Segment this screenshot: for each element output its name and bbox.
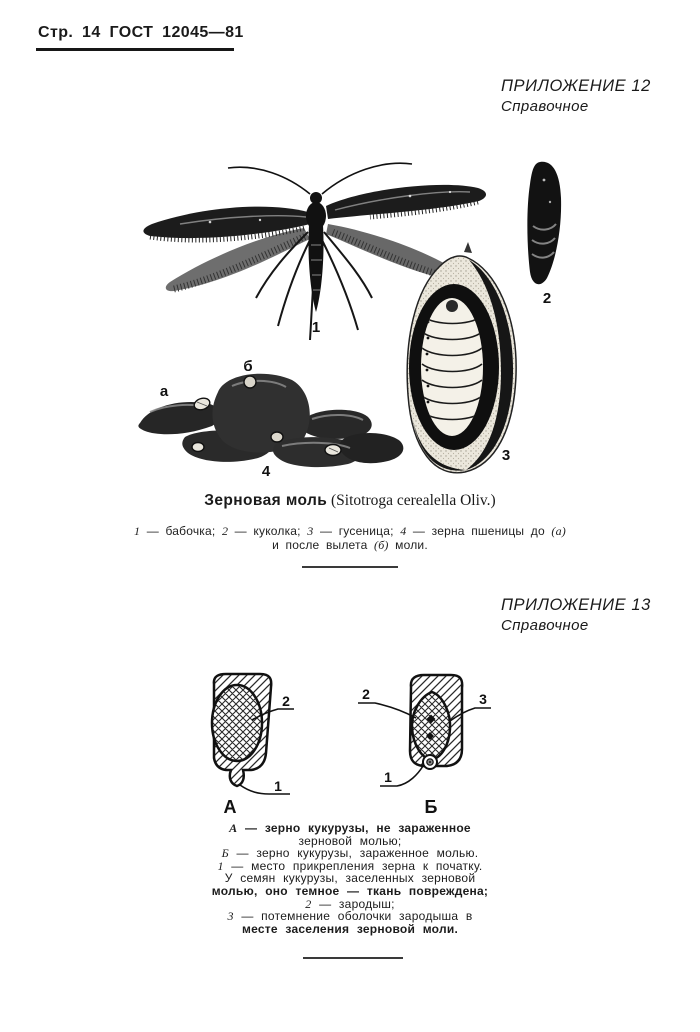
note-text: зерновой молью;: [298, 833, 402, 848]
header-underline: [36, 48, 234, 51]
fig2-label-b-darkening: 3: [479, 691, 487, 707]
kernel-b-leader-2: [358, 703, 416, 718]
note-prefix: А: [229, 821, 238, 835]
appendix12-subtitle: Справочное: [501, 98, 589, 115]
wheat-grains-illustration: [138, 358, 403, 480]
note-text: У семян кукурузы, заселенных зерновой: [224, 871, 476, 886]
note-prefix: Б: [221, 846, 229, 861]
note-text: молью, оно темное — ткань повреждена;: [211, 883, 489, 898]
legend-text: — куколка;: [228, 524, 308, 538]
note-text: — зародыш;: [311, 896, 395, 911]
legend-num: 1: [134, 524, 141, 538]
fig2-label-a-embryo: 2: [282, 693, 290, 709]
appendix12-heading: [501, 77, 666, 115]
legend-text: моли.: [388, 538, 428, 552]
appendix12-title: ПРИЛОЖЕНИЕ 12: [501, 77, 651, 95]
legend-num: 3: [307, 524, 314, 538]
figure1-legend-line1: [0, 524, 700, 538]
figure1-grain-moth-plate: [120, 140, 590, 490]
fig2-label-a-attach: 1: [274, 778, 282, 794]
appendix13-title: ПРИЛОЖЕНИЕ 13: [501, 596, 651, 614]
fig1-label-grain-intact: а: [159, 383, 169, 400]
note-prefix: 1: [217, 858, 224, 873]
note-text: — потемнение оболочки зародыша в: [233, 909, 473, 924]
note-text: месте заселения зерновой моли.: [241, 921, 459, 936]
note-line: [0, 923, 700, 936]
fig2-label-b-attach: 1: [384, 769, 392, 785]
note-text: — зерно кукурузы, не зараженное: [237, 821, 471, 835]
legend-text: — зерна пшеницы до: [406, 524, 552, 538]
kernel-b-diagram: [358, 675, 491, 817]
figure1-caption-name: Зерновая моль: [204, 492, 328, 509]
fig1-label-moth: 1: [311, 319, 321, 336]
legend-text: — гусеница;: [313, 524, 401, 538]
fig2-letter-b: Б: [424, 797, 438, 817]
end-divider: [303, 957, 403, 959]
larva-in-grain-illustration: [407, 242, 516, 473]
fig1-label-grains: 4: [261, 463, 271, 480]
page-header: Стр. 14 ГОСТ 12045—81: [38, 24, 244, 41]
kernel-a-embryo: [212, 685, 262, 761]
figure1-caption-latin: (Sitotroga cerealella Oliv.): [327, 492, 496, 509]
figure2-corn-kernels-diagram: [180, 662, 520, 822]
note-prefix: 3: [227, 909, 234, 924]
legend-text: — бабочка;: [140, 524, 222, 538]
appendix13-heading: [501, 596, 666, 634]
legend-num: 4: [400, 524, 407, 538]
figure2-notes: [0, 822, 700, 935]
fig1-label-grain-exited: б: [243, 358, 253, 375]
legend-text: и после вылета: [272, 538, 374, 552]
note-text: — зерно кукурузы, зараженное молью.: [228, 846, 479, 861]
legend-num: (б): [374, 538, 389, 552]
section-divider: [302, 566, 398, 568]
figure1-legend: [0, 524, 700, 552]
figure1-caption: [0, 492, 700, 510]
fig1-label-larva: 3: [501, 447, 511, 464]
note-prefix: 2: [305, 896, 312, 911]
appendix13-subtitle: Справочное: [501, 617, 589, 634]
fig2-label-b-embryo: 2: [362, 686, 370, 702]
fig1-label-pupa: 2: [542, 290, 552, 307]
legend-num: (а): [551, 524, 566, 538]
legend-num: 2: [221, 524, 229, 538]
fig2-letter-a: А: [223, 797, 237, 817]
kernel-a-diagram: [212, 674, 294, 817]
kernel-a-leader-1: [240, 785, 290, 794]
note-text: — место прикрепления зерна к початку.: [223, 858, 483, 873]
figure1-legend-line2: [0, 538, 700, 552]
pupa-illustration: [527, 162, 561, 307]
